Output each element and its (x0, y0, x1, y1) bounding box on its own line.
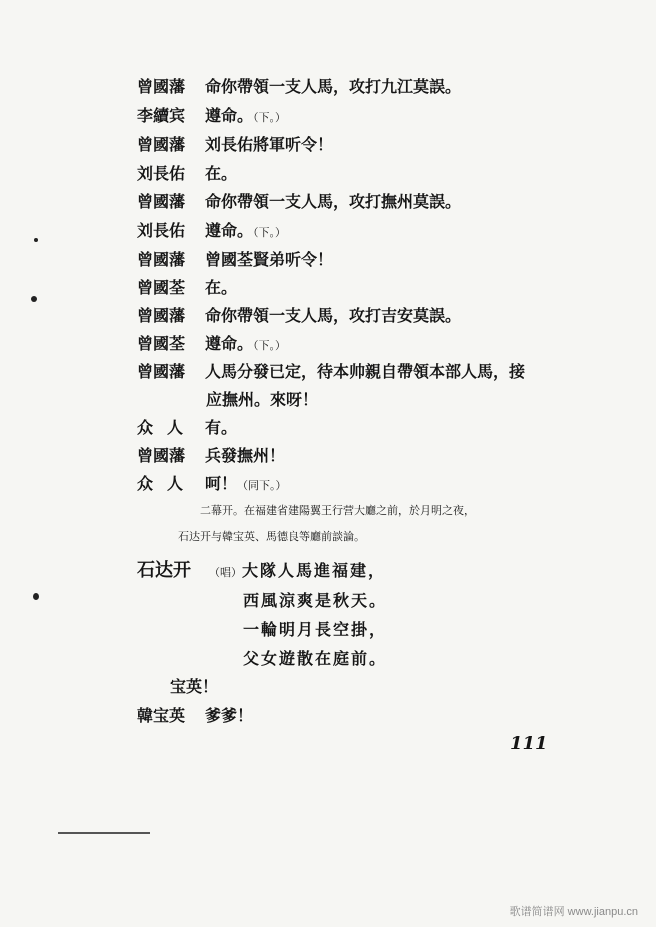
dialogue-text: 爹爹！ (205, 706, 254, 725)
dialogue-text: 曾國荃賢弟听令！ (205, 250, 334, 269)
stage-direction: （下。） (253, 111, 287, 124)
speaker: 曾國藩 (137, 250, 186, 269)
verse-line: 父女遊散在庭前。 (243, 649, 388, 668)
scan-line (58, 832, 150, 834)
verse-text: 大隊人馬進福建， (242, 561, 387, 580)
speaker: 曾國藩 (137, 192, 186, 211)
sing-mark: （唱） (209, 566, 242, 579)
dialogue-continuation: 宝英！ (170, 677, 219, 696)
dialogue-line (137, 77, 461, 97)
stage-direction: （下。） (253, 339, 287, 352)
dialogue-text: 呵！ (205, 474, 238, 493)
dialogue-text: 遵命。 (205, 106, 254, 125)
dialogue-text: 在。 (205, 164, 238, 183)
speaker: 曾國荃 (137, 334, 186, 353)
speaker: 曾國藩 (137, 446, 186, 465)
scene-description: 石达开与韓宝英、馬德良等廳前談論。 (178, 530, 365, 543)
dialogue-text: 在。 (205, 278, 238, 297)
speaker: 曾國藩 (137, 306, 186, 325)
dialogue-line (137, 250, 333, 270)
scan-speck (31, 296, 37, 302)
speaker: 曾國荃 (137, 278, 186, 297)
dialogue-text: 命你帶領一支人馬，攻打九江莫誤。 (205, 77, 462, 96)
dialogue-line (137, 135, 333, 155)
dialogue-line (137, 706, 253, 726)
scene-description: 二幕开。在福建省建陽翼王行营大廳之前，於月明之夜， (200, 504, 475, 517)
dialogue-continuation: 应撫州。來呀！ (206, 390, 319, 409)
verse-line: 一輪明月長空掛， (243, 620, 388, 639)
scan-speck (34, 238, 38, 242)
dialogue-line (137, 106, 286, 128)
dialogue-text: 人馬分發已定，待本帅親自帶領本部人馬，接 (205, 362, 526, 381)
dialogue-text: 刘長佑將軍听令！ (205, 135, 334, 154)
stage-direction: （下。） (253, 226, 287, 239)
speaker: 众人 (137, 418, 198, 437)
scan-speck (33, 593, 39, 600)
dialogue-line (137, 306, 461, 326)
speaker: 石达开 (137, 560, 191, 581)
speaker: 曾國藩 (137, 77, 186, 96)
speaker: 李續宾 (137, 106, 186, 125)
dialogue-line (137, 221, 286, 243)
dialogue-line (137, 334, 286, 356)
song-line (137, 561, 386, 583)
verse-line: 西風涼爽是秋天。 (243, 591, 388, 610)
speaker: 众人 (137, 474, 198, 493)
speaker: 刘長佑 (137, 164, 186, 183)
dialogue-line (137, 192, 461, 212)
speaker: 刘長佑 (137, 221, 186, 240)
dialogue-line (137, 362, 525, 382)
watermark: 歌谱简谱网 www.jianpu.cn (509, 906, 638, 918)
stage-direction: （同下。） (237, 479, 287, 492)
dialogue-text: 遵命。 (205, 334, 254, 353)
dialogue-text: 命你帶領一支人馬，攻打撫州莫誤。 (205, 192, 462, 211)
dialogue-line (137, 164, 237, 184)
dialogue-text: 命你帶領一支人馬，攻打吉安莫誤。 (205, 306, 462, 325)
dialogue-line (137, 278, 237, 298)
speaker: 曾國藩 (137, 135, 186, 154)
dialogue-line (137, 446, 285, 466)
speaker: 曾國藩 (137, 362, 186, 381)
page-number: 111 (510, 733, 548, 754)
dialogue-line (137, 474, 287, 496)
dialogue-text: 遵命。 (205, 221, 254, 240)
dialogue-line (137, 418, 237, 438)
dialogue-text: 兵發撫州！ (205, 446, 286, 465)
speaker: 韓宝英 (137, 706, 186, 725)
dialogue-text: 有。 (205, 418, 238, 437)
